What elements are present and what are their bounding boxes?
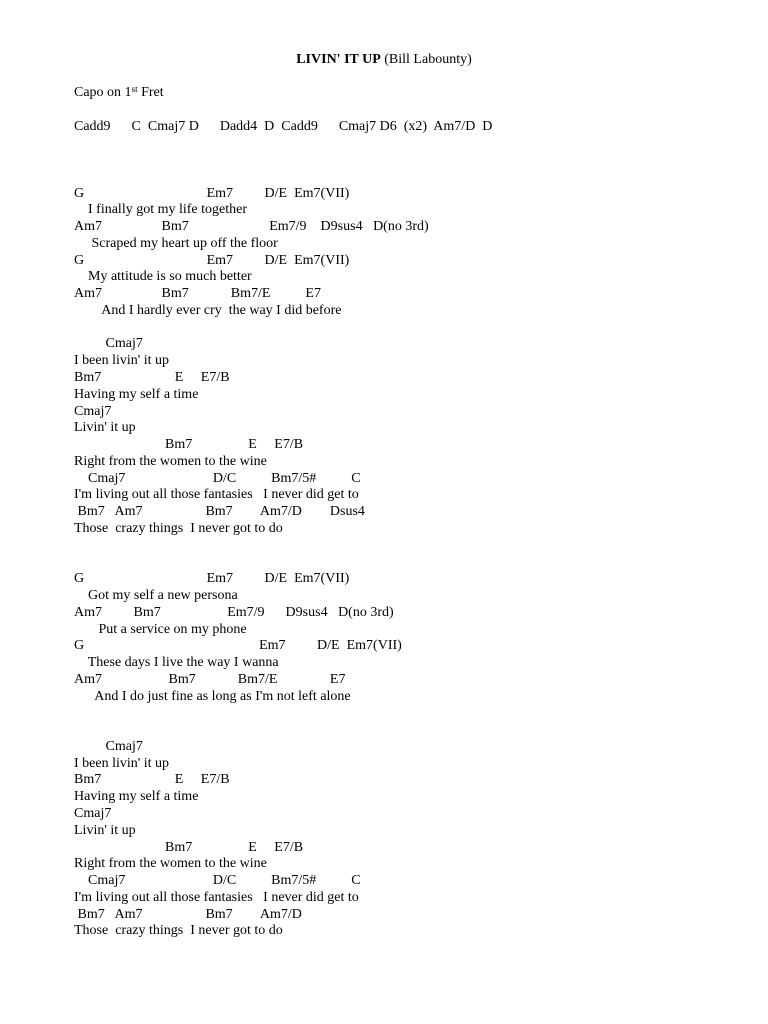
lyric-line: And I hardly ever cry the way I did before [74, 302, 342, 318]
lyric-line: I finally got my life together [74, 202, 248, 218]
lyric-line: Bm7 E E7/B [74, 839, 304, 855]
lyric-line: G Em7 D/E Em7(VII) [74, 638, 402, 654]
lyric-line: Cmaj7 [74, 403, 112, 419]
lyric-line: G Em7 D/E Em7(VII) [74, 571, 350, 587]
lyric-line: Am7 Bm7 Em7/9 D9sus4 D(no 3rd) [74, 604, 394, 620]
lyric-line: Having my self a time [74, 386, 199, 402]
lyric-line: Got my self a new persona [74, 587, 238, 603]
capo-superscript: st [131, 84, 138, 94]
capo-prefix: Capo on 1 [74, 85, 132, 100]
lyric-line: I'm living out all those fantasies I never did get to [74, 889, 359, 905]
lyric-line: Cmaj7 D/C Bm7/5# C [74, 470, 361, 486]
lyric-line: Put a service on my phone [74, 621, 247, 637]
lyric-line: Cmaj7 D/C Bm7/5# C [74, 873, 361, 889]
lyric-line: Am7 Bm7 Bm7/E E7 [74, 671, 346, 687]
lyric-line: Those crazy things I never got to do [74, 520, 283, 536]
lyric-line: Cmaj7 [74, 336, 143, 352]
lyric-line: G Em7 D/E Em7(VII) [74, 252, 350, 268]
lyric-line: Livin' it up [74, 822, 136, 838]
lyric-line: Having my self a time [74, 789, 199, 805]
lyric-line: Bm7 Am7 Bm7 Am7/D Dsus4 [74, 504, 365, 520]
lyric-line: These days I live the way I wanna [74, 655, 279, 671]
lyric-line: Livin' it up [74, 420, 136, 436]
lyric-line: Bm7 E E7/B [74, 437, 304, 453]
lyric-line: I been livin' it up [74, 353, 170, 369]
song-artist: (Bill Labounty) [384, 52, 472, 67]
song-header [0, 51, 768, 68]
lyric-line: Am7 Bm7 Em7/9 D9sus4 D(no 3rd) [74, 219, 429, 235]
lyric-line: Cmaj7 [74, 805, 112, 821]
lyric-line: Right from the women to the wine [74, 453, 267, 469]
capo-suffix: Fret [137, 85, 164, 100]
lyric-line: Scraped my heart up off the floor [74, 235, 278, 251]
lyric-line: G Em7 D/E Em7(VII) [74, 185, 350, 201]
lyric-line: I been livin' it up [74, 755, 170, 771]
lyric-line: Bm7 E E7/B [74, 369, 230, 385]
lyric-line: Cmaj7 [74, 738, 143, 754]
lyric-line: Am7 Bm7 Bm7/E E7 [74, 286, 321, 302]
lyric-line: Right from the women to the wine [74, 856, 267, 872]
lyric-line: My attitude is so much better [74, 269, 252, 285]
lyric-line: I'm living out all those fantasies I never did get to [74, 487, 359, 503]
lyric-line: Bm7 Am7 Bm7 Am7/D [74, 906, 302, 922]
lyric-line: Those crazy things I never got to do [74, 923, 283, 939]
lyric-line: And I do just fine as long as I'm not left alone [74, 688, 351, 704]
capo-instruction [74, 84, 164, 101]
song-title: LIVIN' IT UP [296, 52, 381, 67]
lyric-line: Bm7 E E7/B [74, 772, 230, 788]
intro-chords: Cadd9 C Cmaj7 D Dadd4 D Cadd9 Cmaj7 D6 (x2) Am7/D D [74, 119, 493, 134]
